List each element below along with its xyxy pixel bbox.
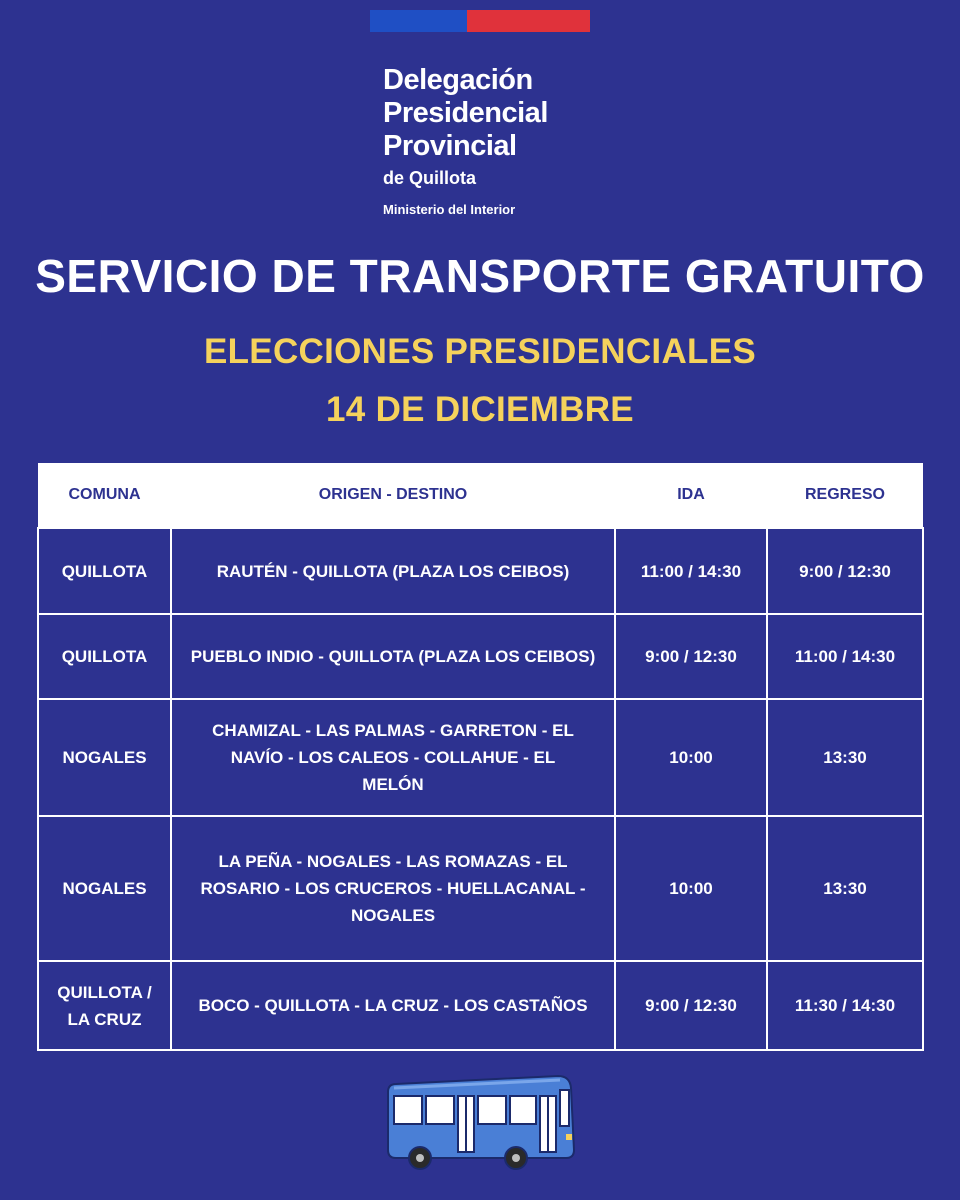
cell-comuna: QUILLOTA bbox=[38, 528, 171, 614]
cell-ida: 9:00 / 12:30 bbox=[615, 961, 767, 1050]
cell-regreso: 11:00 / 14:30 bbox=[767, 614, 923, 699]
cell-regreso: 9:00 / 12:30 bbox=[767, 528, 923, 614]
logo-line-4: de Quillota bbox=[383, 168, 477, 188]
cell-regreso: 13:30 bbox=[767, 699, 923, 816]
cell-comuna: NOGALES bbox=[38, 816, 171, 961]
table-row bbox=[38, 699, 923, 816]
cell-ruta: RAUTÉN - QUILLOTA (PLAZA LOS CEIBOS) bbox=[171, 528, 615, 614]
header-ida: IDA bbox=[615, 463, 767, 528]
cell-ruta: BOCO - QUILLOTA - LA CRUZ - LOS CASTAÑOS bbox=[171, 961, 615, 1050]
cell-ruta: CHAMIZAL - LAS PALMAS - GARRETON - EL NAVÍO - LOS CALEOS - COLLAHUE - EL MELÓN bbox=[171, 699, 615, 816]
header-comuna: COMUNA bbox=[38, 463, 171, 528]
cell-comuna: NOGALES bbox=[38, 699, 171, 816]
cell-ruta: LA PEÑA - NOGALES - LAS ROMAZAS - EL ROSARIO - LOS CRUCEROS - HUELLACANAL - NOGALES bbox=[171, 816, 615, 961]
table-row bbox=[38, 816, 923, 961]
cell-ida: 11:00 / 14:30 bbox=[615, 528, 767, 614]
cell-ruta: PUEBLO INDIO - QUILLOTA (PLAZA LOS CEIBOS) bbox=[171, 614, 615, 699]
bus-window bbox=[426, 1096, 454, 1124]
cell-comuna: QUILLOTA / LA CRUZ bbox=[38, 961, 171, 1050]
cell-regreso: 13:30 bbox=[767, 816, 923, 961]
cell-regreso: 11:30 / 14:30 bbox=[767, 961, 923, 1050]
page-title: SERVICIO DE TRANSPORTE GRATUITO bbox=[35, 250, 925, 302]
bus-window bbox=[510, 1096, 536, 1124]
logo-line-5: Ministerio del Interior bbox=[383, 202, 516, 217]
flag-blue-stripe bbox=[370, 10, 467, 32]
bus-window bbox=[394, 1096, 422, 1124]
schedule-table bbox=[37, 463, 924, 1051]
bus-front-window bbox=[560, 1090, 569, 1126]
table-row bbox=[38, 614, 923, 699]
table-row bbox=[38, 961, 923, 1050]
subtitle-date: 14 DE DICIEMBRE bbox=[326, 390, 634, 429]
cell-ida: 10:00 bbox=[615, 699, 767, 816]
cell-ida: 10:00 bbox=[615, 816, 767, 961]
header-origen-destino: ORIGEN - DESTINO bbox=[171, 463, 615, 528]
institution-logo bbox=[383, 64, 548, 219]
cell-ida: 9:00 / 12:30 bbox=[615, 614, 767, 699]
flag-red-stripe bbox=[467, 10, 590, 32]
logo-line-2: Presidencial bbox=[383, 97, 548, 129]
table-row bbox=[38, 528, 923, 614]
header-regreso: REGRESO bbox=[767, 463, 923, 528]
logo-line-3: Provincial bbox=[383, 130, 517, 162]
flag-bar bbox=[370, 10, 590, 32]
cell-comuna: QUILLOTA bbox=[38, 614, 171, 699]
logo-line-1: Delegación bbox=[383, 64, 533, 96]
table-header-row bbox=[38, 463, 923, 528]
bus-window bbox=[478, 1096, 506, 1124]
subtitle-event: ELECCIONES PRESIDENCIALES bbox=[203, 332, 757, 371]
bus-icon bbox=[380, 1070, 582, 1170]
